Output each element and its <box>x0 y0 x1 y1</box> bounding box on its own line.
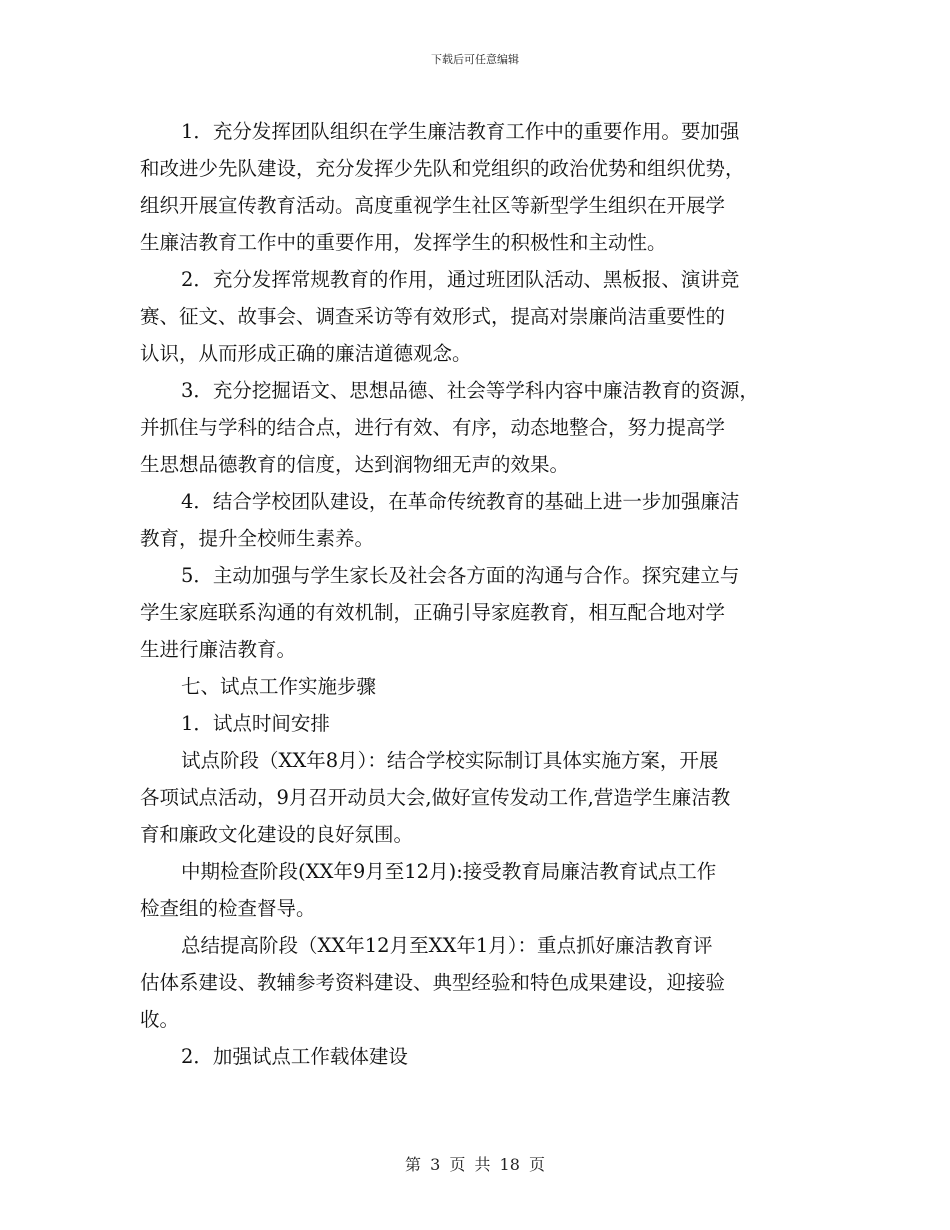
text-line: 生思想品德教育的信度，达到润物细无声的效果。 <box>140 453 570 476</box>
text-line: 5．主动加强与学生家长及社会各方面的沟通与合作。探究建立与 <box>181 564 740 587</box>
text-line: 2．充分发挥常规教育的作用，通过班团队活动、黑板报、演讲竞 <box>181 268 740 291</box>
subheading: 2．加强试点工作载体建设 <box>181 1045 408 1068</box>
text-line: 4．结合学校团队建设，在革命传统教育的基础上进一步加强廉洁 <box>181 490 740 513</box>
text-line: 生廉洁教育工作中的重要作用，发挥学生的积极性和主动性。 <box>140 231 667 254</box>
text-line: 并抓住与学科的结合点，进行有效、有序，动态地整合，努力提高学 <box>140 416 726 439</box>
text-line: 和改进少先队建设，充分发挥少先队和党组织的政治优势和组织优势， <box>140 157 745 180</box>
text-line: 收。 <box>140 1008 180 1031</box>
text-line: 赛、征文、故事会、调查采访等有效形式，提高对崇廉尚洁重要性的 <box>140 305 726 328</box>
text-line: 各项试点活动，9月召开动员大会,做好宣传发动工作,营造学生廉洁教 <box>140 786 731 809</box>
text-line: 检查组的检查督导。 <box>140 897 316 920</box>
paragraph-2 <box>140 261 820 372</box>
paragraph-4 <box>140 483 820 557</box>
text-line: 组织开展宣传教育活动。高度重视学生社区等新型学生组织在开展学 <box>140 194 726 217</box>
text-line: 认识，从而形成正确的廉洁道德观念。 <box>140 342 472 365</box>
paragraph-5 <box>140 557 820 668</box>
subheading-schedule <box>140 705 820 742</box>
subheading-carrier <box>140 1038 820 1075</box>
text-line: 教育，提升全校师生素养。 <box>140 527 375 550</box>
text-line: 估体系建设、教辅参考资料建设、典型经验和特色成果建设，迎接验 <box>140 971 726 994</box>
section-heading: 七、试点工作实施步骤 <box>181 675 377 698</box>
text-line: 试点阶段（XX年8月）：结合学校实际制订具体实施方案，开展 <box>181 749 719 772</box>
page-number: 第 3 页 共 18 页 <box>405 1155 545 1174</box>
paragraph-1 <box>140 113 820 261</box>
text-line: 中期检查阶段(XX年9月至12月):接受教育局廉洁教育试点工作 <box>181 860 717 883</box>
paragraph-pilot-stage <box>140 742 820 853</box>
text-line: 3．充分挖掘语文、思想品德、社会等学科内容中廉洁教育的资源， <box>181 379 759 402</box>
text-line: 1．充分发挥团队组织在学生廉洁教育工作中的重要作用。要加强 <box>181 120 740 143</box>
page-header: 下载后可任意编辑 <box>431 53 519 66</box>
paragraph-midterm-stage <box>140 853 820 927</box>
text-line: 总结提高阶段（XX年12月至XX年1月）：重点抓好廉洁教育评 <box>181 934 713 957</box>
text-line: 学生家庭联系沟通的有效机制，正确引导家庭教育，相互配合地对学 <box>140 601 726 624</box>
text-line: 育和廉政文化建设的良好氛围。 <box>140 823 414 846</box>
subheading: 1．试点时间安排 <box>181 712 330 735</box>
paragraph-3 <box>140 372 820 483</box>
paragraph-summary-stage <box>140 927 820 1038</box>
section-heading-7 <box>140 668 820 705</box>
document-body <box>140 113 820 1075</box>
text-line: 生进行廉洁教育。 <box>140 638 297 661</box>
